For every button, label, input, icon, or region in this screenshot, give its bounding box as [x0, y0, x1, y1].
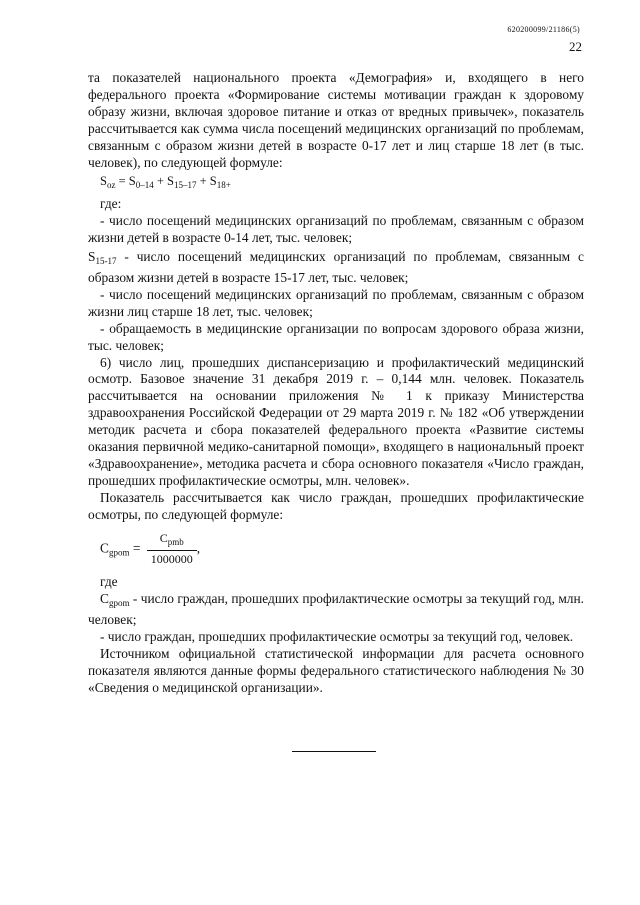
document-number: 620200099/21186(5) [507, 25, 580, 34]
formula-plus1: + S [153, 174, 174, 189]
formula-cgpom-subscript: gpom [108, 547, 130, 558]
formula-soz-symbol: S [100, 174, 107, 189]
fraction-numerator [147, 530, 197, 552]
paragraph-intro: та показателей национального проекта «Демография» и, входящего в него федерального проекта «Формирование системы мотивации граждан к здоровому образу жизни, включая здоровое питание и отказ от вредных привычек», показатель рассчитывается как сумма числа посещений медицинских организаций по проблемам, связанным с образом жизни детей в возрасте 0-17 лет и лиц старше 18 лет (в тыс. человек), по следующей формуле: [88, 70, 584, 170]
formula-soz [100, 173, 584, 194]
formula-term3-subscript: 18+ [216, 180, 231, 191]
formula-cgpom-symbol: C [100, 540, 109, 556]
def-s15-17-text: - число посещений медицинских организаций по проблемам, связанным с образом жизни детей в возрасте 15-17 лет, тыс. человек; [88, 249, 584, 285]
formula-term1-subscript: 0–14 [135, 180, 154, 191]
formula-term2-subscript: 15–17 [173, 180, 197, 191]
definition-cpmb: - число граждан, прошедших профилактические осмотры за текущий год, человек. [100, 629, 574, 645]
formula-cgpom [100, 530, 584, 569]
numerator-subscript: pmb [167, 536, 184, 547]
fraction-denominator: 1000000 [150, 552, 193, 567]
def-s15-17-subscript: 15-17 [95, 256, 117, 267]
where-label-2: где [100, 574, 118, 590]
formula-fraction [147, 530, 197, 569]
page-number: 22 [569, 39, 582, 54]
formula-plus2: + S [196, 174, 217, 189]
definition-s18: - число посещений медицинских организаций по проблемам, связанным с образом жизни лиц старше 18 лет, тыс. человек; [88, 286, 584, 319]
definition-s15-17 [88, 249, 584, 287]
paragraph-formula-intro: Показатель рассчитывается как число граждан, прошедших профилактические осмотры, по следующей формуле: [88, 489, 584, 522]
numerator-symbol: C [159, 530, 168, 545]
def-cgpom-text: - число граждан, прошедших профилактические осмотры за текущий год, млн. человек; [88, 591, 584, 628]
def-cgpom-symbol: C [100, 591, 109, 607]
paragraph-item-6: 6) число лиц, прошедших диспансеризацию и профилактический медицинский осмотр. Базовое значение 31 декабря 2019 г. – 0,144 млн. человек. Показатель рассчитывается на основании приложения № 1 к приказу Министерства здравоохранения Российской Федерации от 29 марта 2019 г. № 182 «Об утверждении методик расчета и сбора показателей федерального проекта «Развитие системы оказания первичной медико-санитарной помощи», входящего в национальный проект «Здравоохранение», методика расчета и сбора основного показателя «Число граждан, прошедших профилактические осмотры, млн. человек». [88, 354, 584, 488]
end-rule [292, 751, 376, 752]
def-cgpom-subscript: gpom [108, 598, 130, 609]
where-label-1: где: [100, 196, 122, 212]
def-s15-17-symbol: S [88, 249, 96, 265]
formula-comma: , [196, 540, 201, 556]
paragraph-source: Источником официальной статистической информации для расчета основного показателя являются данные формы федерального статистического наблюдения № 30 «Сведения о медицинской организации». [88, 646, 584, 695]
formula-soz-equals: = S [115, 174, 136, 189]
definition-s0-14: - число посещений медицинских организаций по проблемам, связанным с образом жизни детей в возрасте 0-14 лет, тыс. человек; [88, 213, 584, 246]
formula-cgpom-equals: = [132, 540, 141, 556]
definition-cgpom [88, 591, 584, 629]
formula-soz-subscript: oz [106, 180, 116, 191]
definition-obr: - обращаемость в медицинские организации по вопросам здорового образа жизни, тыс. человек; [88, 320, 584, 353]
document-body [88, 70, 584, 697]
